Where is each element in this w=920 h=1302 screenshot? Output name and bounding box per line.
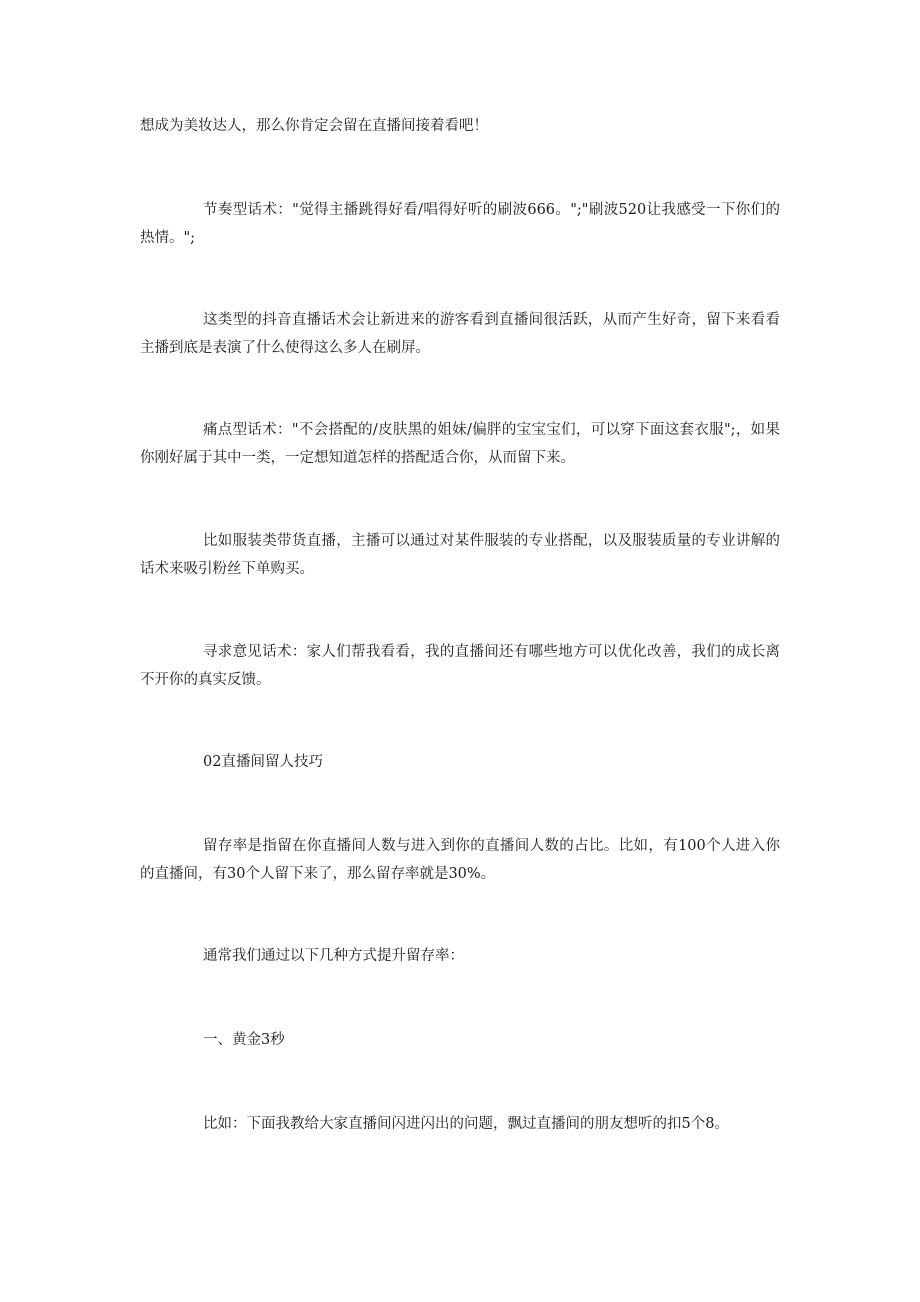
- paragraph-rhythm-explanation: 这类型的抖音直播话术会让新进来的游客看到直播间很活跃，从而产生好奇，留下来看看主播到底是表演了什么使得这么多人在刷屏。: [140, 312, 780, 356]
- subheading-golden-3-seconds: 一、黄金3秒: [203, 1032, 285, 1048]
- paragraph-retention-rate: 留存率是指留在你直播间人数与进入到你的直播间人数的占比。比如，有100个人进入你的直播间，有30个人留下来了，那么留存率就是30%。: [140, 838, 780, 882]
- paragraph-continuation: 想成为美妆达人，那么你肯定会留在直播间接着看吧！: [140, 118, 488, 134]
- paragraph-rhythm-script: 节奏型话术："觉得主播跳得好看/唱得好听的刷波666。";"刷波520让我感受一下你们的热情。";: [140, 202, 780, 246]
- paragraph-feedback-script: 寻求意见话术：家人们帮我看看，我的直播间还有哪些地方可以优化改善，我们的成长离不开你的真实反馈。: [140, 644, 780, 688]
- section-heading-retention-tips: 02直播间留人技巧: [203, 754, 323, 770]
- paragraph-pain-point-script: 痛点型话术："不会搭配的/皮肤黑的姐妹/偏胖的宝宝宝们，可以穿下面这套衣服";，如果你刚好属于其中一类，一定想知道怎样的搭配适合你，从而留下来。: [140, 422, 780, 466]
- paragraph-example: 比如：下面我教给大家直播间闪进闪出的问题，飘过直播间的朋友想听的扣5个8。: [203, 1116, 729, 1132]
- paragraph-clothing-example: 比如服装类带货直播，主播可以通过对某件服装的专业搭配，以及服装质量的专业讲解的话术来吸引粉丝下单购买。: [140, 533, 780, 577]
- paragraph-methods-intro: 通常我们通过以下几种方式提升留存率：: [203, 948, 464, 964]
